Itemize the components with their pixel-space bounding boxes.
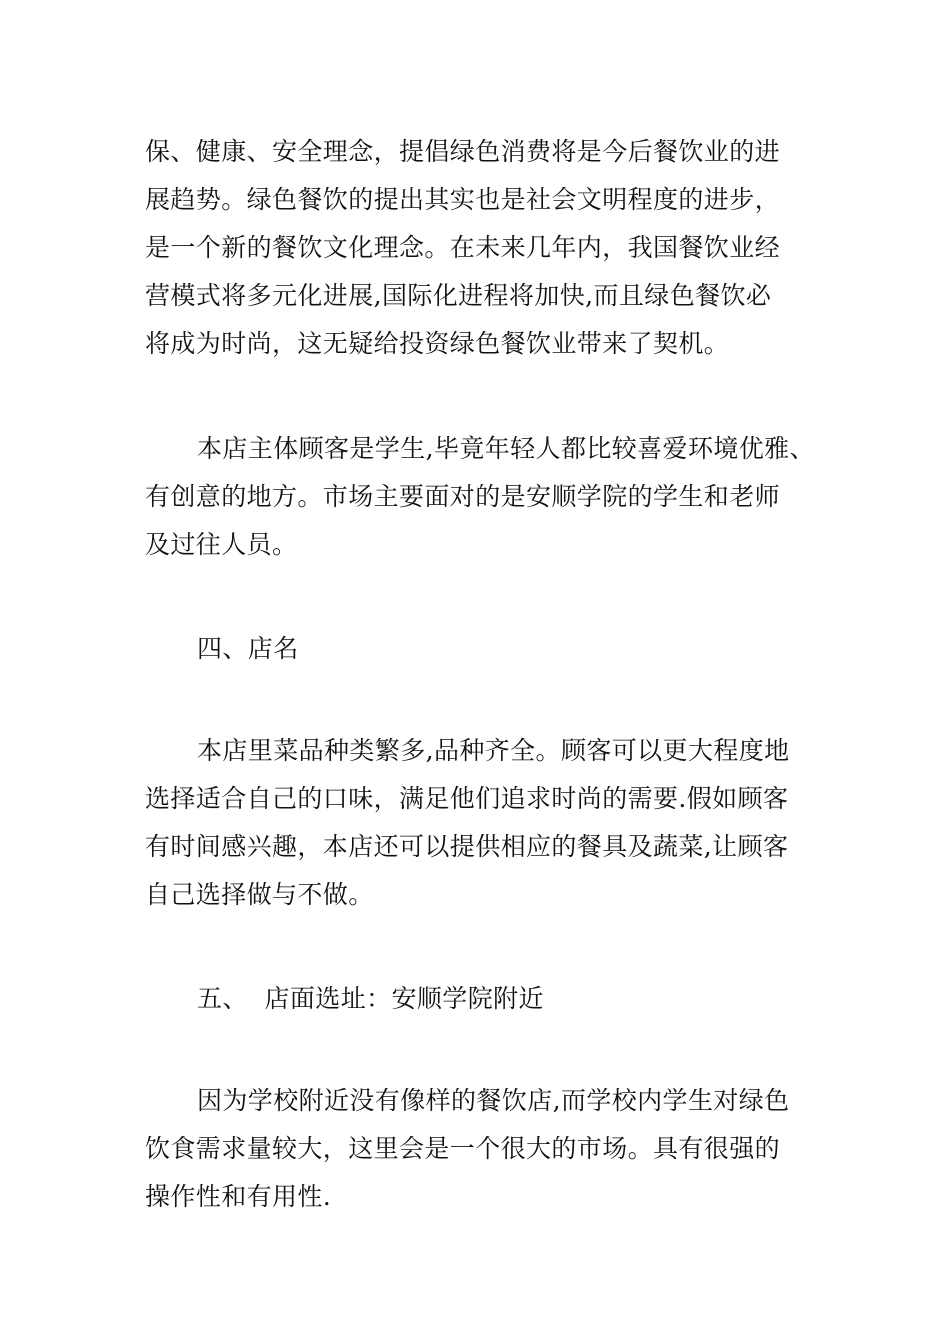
paragraph-4-line-1: 因为学校附近没有像样的餐饮店,而学校内学生对绿色 xyxy=(197,1086,790,1115)
paragraph-3-line-1: 本店里菜品种类繁多,品种齐全。顾客可以更大程度地 xyxy=(197,736,790,765)
paragraph-2-line-3: 及过往人员。 xyxy=(145,530,298,559)
paragraph-3-line-3: 有时间感兴趣，本店还可以提供相应的餐具及蔬菜,让顾客 xyxy=(145,832,789,861)
paragraph-2-line-2: 有创意的地方。市场主要面对的是安顺学院的学生和老师 xyxy=(145,482,781,511)
paragraph-1-line-4: 营模式将多元化进展,国际化进程将加快,而且绿色餐饮必 xyxy=(145,281,772,310)
paragraph-1-line-5: 将成为时尚，这无疑给投资绿色餐饮业带来了契机。 xyxy=(145,329,730,358)
paragraph-4-line-3: 操作性和有用性. xyxy=(145,1182,332,1211)
paragraph-3-line-4: 自己选择做与不做。 xyxy=(145,880,374,909)
paragraph-4-line-2: 饮食需求量较大，这里会是一个很大的市场。具有很强的 xyxy=(145,1134,781,1163)
paragraph-1-line-3: 是一个新的餐饮文化理念。在未来几年内，我国餐饮业经 xyxy=(145,233,781,262)
paragraph-1-line-1: 保、健康、安全理念，提倡绿色消费将是今后餐饮业的进 xyxy=(145,137,781,166)
paragraph-2-line-1: 本店主体顾客是学生,毕竟年轻人都比较喜爱环境优雅、 xyxy=(197,434,815,463)
section-heading-store-name: 四、店名 xyxy=(197,634,299,663)
paragraph-3-line-2: 选择适合自己的口味，满足他们追求时尚的需要.假如顾客 xyxy=(145,784,789,813)
paragraph-1-line-2: 展趋势。绿色餐饮的提出其实也是社会文明程度的进步， xyxy=(145,185,781,214)
section-heading-store-location: 五、 店面选址：安顺学院附近 xyxy=(197,984,544,1013)
